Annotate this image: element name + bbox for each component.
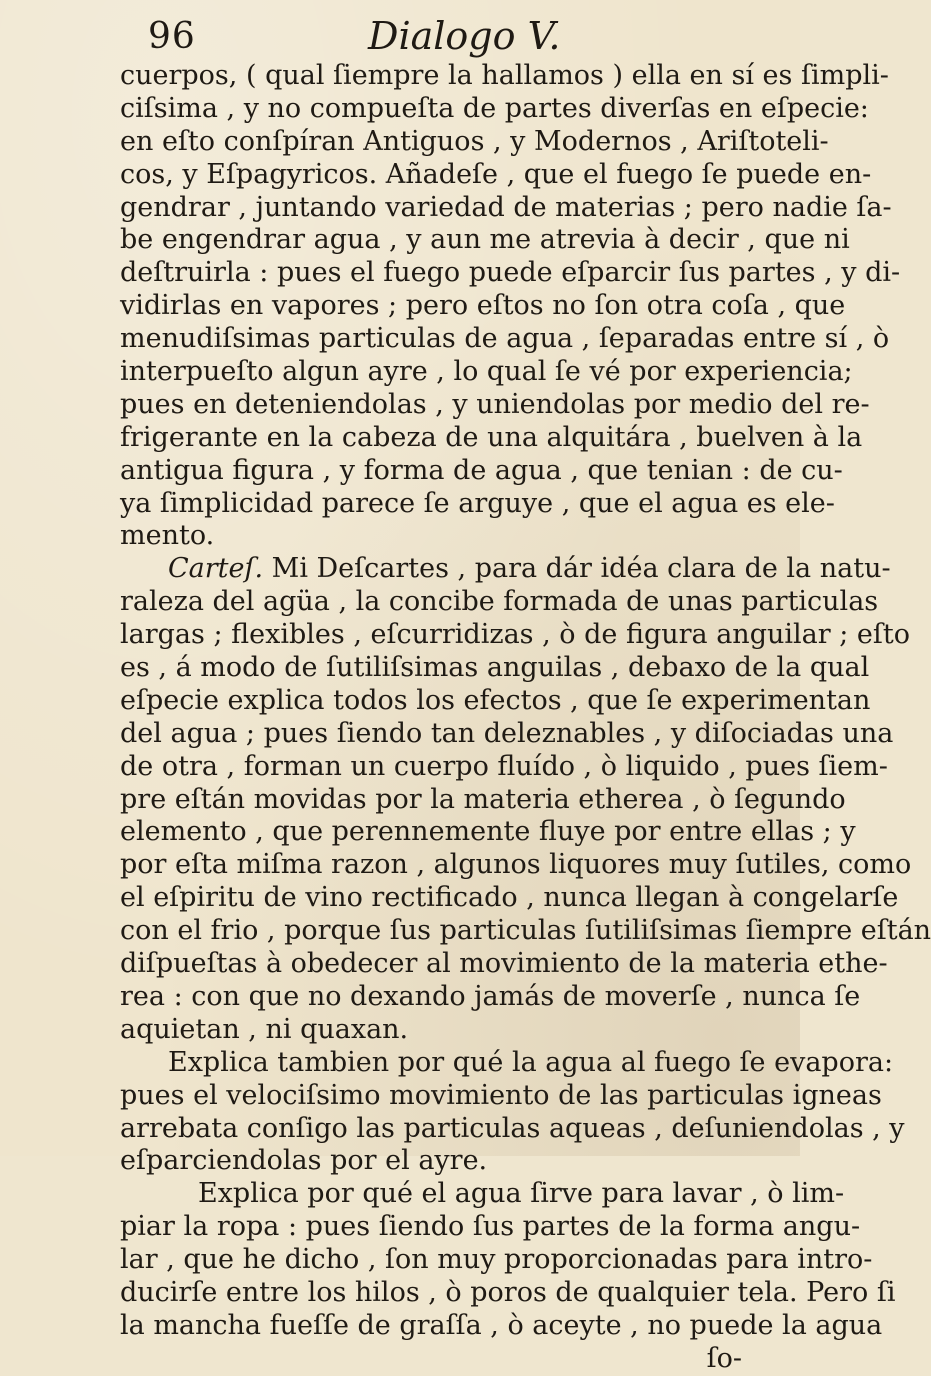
- text-line: deſtruirla : pues el fuego puede eſparcir ſus partes , y di-: [120, 257, 901, 289]
- speaker-line: [120, 553, 891, 586]
- text-line: antigua figura , y forma de agua , que tenian : de cu-: [120, 454, 843, 486]
- text-line: raleza del agüa , la concibe formada de unas particulas: [120, 586, 879, 618]
- text-line: ya ſimplicidad parece ſe arguye , que el agua es ele-: [120, 487, 835, 519]
- speaker-label: Carteſ.: [168, 553, 264, 585]
- page-number: 96: [148, 16, 196, 57]
- text-line: Explica tambien por qué la agua al fuego ſe evapora:: [168, 1046, 894, 1078]
- text-line: mento.: [120, 520, 215, 552]
- text-line: diſpueſtas à obedecer al movimiento de la materia ethe-: [120, 948, 888, 980]
- text-line: elemento , que perennemente fluye por entre ellas ; y: [120, 816, 856, 848]
- text-line: ciſsima , y no compueſta de partes diverſas en eſpecie:: [120, 92, 869, 124]
- text-line: lar , que he dicho , ſon muy proporcionadas para intro-: [120, 1244, 873, 1276]
- text-line: pues el velociſsimo movimiento de las particulas igneas: [120, 1079, 882, 1111]
- text-line: menudiſsimas particulas de agua , ſeparadas entre sí , ò: [120, 323, 890, 355]
- text-line: pues en deteniendolas , y uniendolas por medio del re-: [120, 388, 870, 420]
- text-line: piar la ropa : pues ſiendo ſus partes de la forma angu-: [120, 1211, 861, 1243]
- text-line: Explica por qué el agua ſirve para lavar , ò lim-: [198, 1178, 845, 1210]
- dialogue-title: Dialogo V.: [368, 14, 561, 58]
- speaker-line-text: Mi Deſcartes , para dár idéa clara de la natu-: [271, 553, 891, 585]
- text-line: eſpecie explica todos los efectos , que ſe experimentan: [120, 684, 871, 716]
- text-line: eſparciendolas por el ayre.: [120, 1145, 488, 1177]
- text-line: cos, y Eſpagyricos. Añadeſe , que el fuego ſe puede en-: [120, 158, 872, 190]
- text-line: del agua ; pues ſiendo tan deleznables , y diſociadas una: [120, 717, 894, 749]
- text-line: por eſta miſma razon , algunos liquores muy ſutiles, como: [120, 849, 912, 881]
- text-line: en eſto conſpíran Antiguos , y Modernos , Ariſtoteli-: [120, 125, 829, 157]
- running-head: [148, 14, 708, 64]
- body-text: [120, 60, 931, 1376]
- text-line: largas ; flexibles , eſcurridizas , ò de figura anguilar ; eſto: [120, 619, 910, 651]
- text-line: ducirſe entre los hilos , ò poros de qualquier tela. Pero ſi: [120, 1276, 896, 1308]
- text-line: be engendrar agua , y aun me atrevia à decir , que ni: [120, 224, 850, 256]
- text-line: es , á modo de ſutiliſsimas anguilas , debaxo de la qual: [120, 652, 870, 684]
- text-line: con el frio , porque ſus particulas ſutiliſsimas ſiempre eſtán: [120, 915, 931, 947]
- catchword: ſo-: [706, 1342, 742, 1374]
- text-line: rea : con que no dexando jamás de moverſe , nunca ſe: [120, 980, 861, 1012]
- text-line: la mancha fueſſe de graſſa , ò aceyte , no puede la agua: [120, 1309, 883, 1341]
- text-line: arrebata conſigo las particulas aqueas , deſuniendolas , y: [120, 1112, 905, 1144]
- text-line: cuerpos, ( qual ſiempre la hallamos ) ella en sí es ſimpli-: [120, 60, 889, 91]
- text-line: de otra , forman un cuerpo fluído , ò liquido , pues ſiem-: [120, 750, 888, 782]
- text-line: frigerante en la cabeza de una alquitára , buelven à la: [120, 421, 863, 453]
- text-line: el eſpiritu de vino rectificado , nunca llegan à congelarſe: [120, 882, 899, 914]
- text-line: vidirlas en vapores ; pero eſtos no ſon otra coſa , que: [120, 290, 846, 322]
- text-line: interpueſto algun ayre , lo qual ſe vé por experiencia;: [120, 356, 853, 388]
- text-line: gendrar , juntando variedad de materias ; pero nadie ſa-: [120, 191, 892, 223]
- text-line: aquietan , ni quaxan.: [120, 1013, 409, 1045]
- text-line: pre eſtán movidas por la materia etherea , ò ſegundo: [120, 783, 846, 815]
